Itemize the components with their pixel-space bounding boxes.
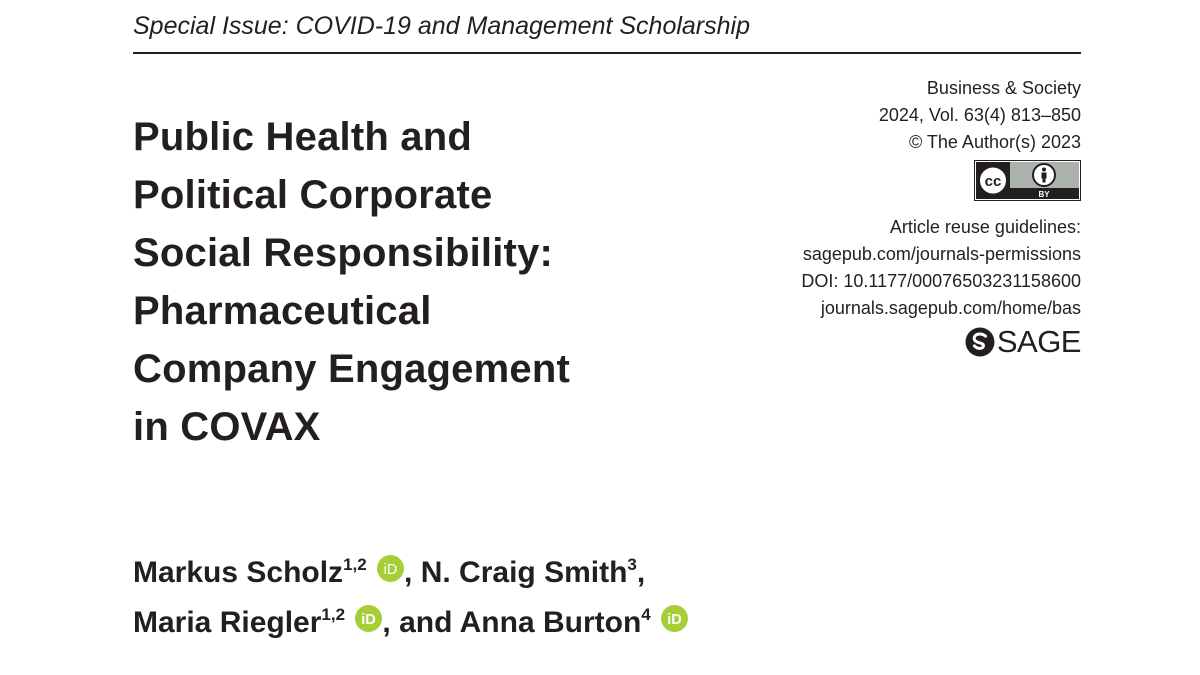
author-affiliation: 1,2 <box>321 605 346 624</box>
orcid-label: iD <box>383 561 398 578</box>
author-affiliation: 3 <box>627 555 637 574</box>
header-rule <box>133 52 1081 54</box>
title-line: Public Health and <box>133 115 473 159</box>
author-separator: , and <box>382 606 460 639</box>
author-name[interactable]: Maria Riegler <box>133 606 322 639</box>
author-affiliation: 4 <box>641 605 651 624</box>
author-name[interactable]: Markus Scholz <box>133 556 344 589</box>
cc-by-license-badge[interactable] <box>974 160 1081 209</box>
article-title <box>133 108 773 456</box>
orcid-icon[interactable] <box>661 605 688 632</box>
volume-info: 2024, Vol. 63(4) 813–850 <box>878 105 1081 125</box>
orcid-label: iD <box>361 611 377 628</box>
doi-link[interactable]: DOI: 10.1177/00076503231158600 <box>801 271 1081 291</box>
journal-name: Business & Society <box>926 78 1081 98</box>
reuse-label: Article reuse guidelines: <box>889 217 1081 237</box>
title-line: Social Responsibility: <box>133 231 554 275</box>
author-row <box>133 598 1033 648</box>
publisher-logo-text: SAGE <box>996 324 1081 359</box>
sage-s-icon <box>965 327 995 357</box>
title-line: in COVAX <box>133 405 321 449</box>
author-name[interactable]: N. Craig Smith <box>420 556 628 589</box>
orcid-icon[interactable] <box>377 555 404 582</box>
special-issue-label: Special Issue: COVID-19 and Management Scholarship <box>133 12 750 40</box>
copyright-line: © The Author(s) 2023 <box>908 132 1081 152</box>
title-line: Political Corporate <box>133 173 493 217</box>
license-label: BY <box>1038 190 1050 199</box>
author-separator: , <box>636 556 646 589</box>
author-row <box>133 548 1033 598</box>
author-list <box>133 548 1033 648</box>
cc-by-icon <box>974 160 1081 201</box>
orcid-icon[interactable] <box>355 605 382 632</box>
title-line: Pharmaceutical <box>133 289 432 333</box>
author-separator: , <box>404 556 421 589</box>
publication-meta <box>721 75 1081 365</box>
title-line: Company Engagement <box>133 347 570 391</box>
permissions-link[interactable]: sagepub.com/journals-permissions <box>802 244 1081 264</box>
journal-home-link[interactable]: journals.sagepub.com/home/bas <box>820 298 1081 318</box>
sage-publisher-logo[interactable] <box>965 326 1081 358</box>
orcid-label: iD <box>667 611 682 628</box>
svg-text:cc: cc <box>984 173 1002 190</box>
author-affiliation: 1,2 <box>343 555 367 574</box>
author-name[interactable]: Anna Burton <box>459 606 642 639</box>
